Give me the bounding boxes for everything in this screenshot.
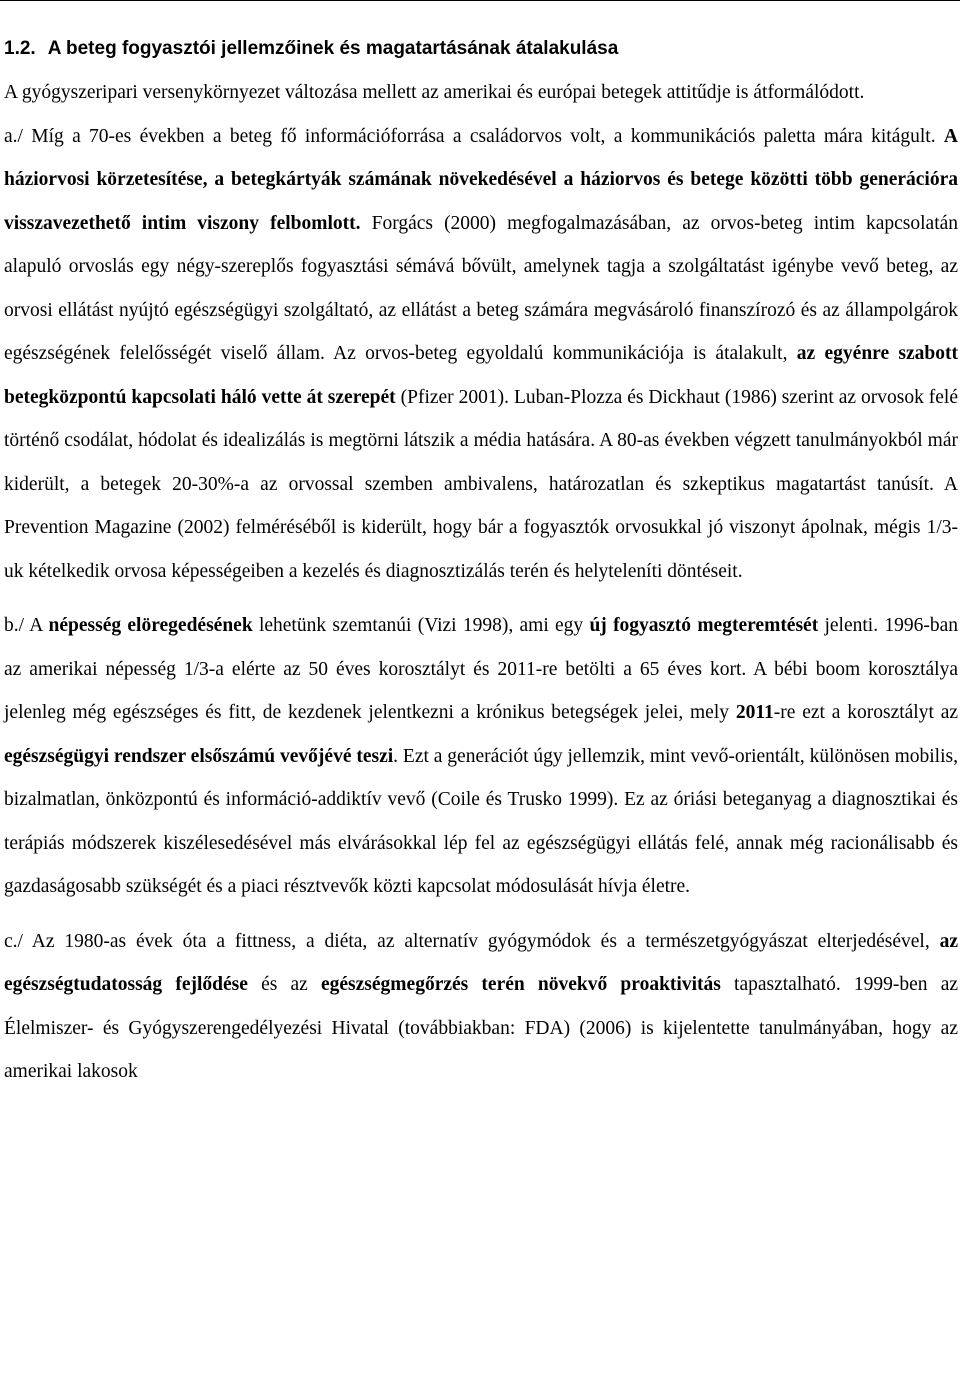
paragraph-c-text-2: és az	[261, 974, 308, 995]
paragraph-a-text-1: a./ Míg a 70-es években a beteg fő információforrása a családorvos volt, a kommunikációs paletta mára kitágult.	[4, 125, 936, 147]
paragraph-c-text-3: tapasztalható. 1999-ben az Élelmiszer- és Gyógyszerengedélyezési Hivatal (továbbiakban: FDA) (2006) is kijelentette tanulmányában, hogy az amerikai lakosok	[4, 974, 959, 1082]
top-rule	[0, 0, 960, 1]
paragraph-a-emphasis-1: A háziorvosi körzetesítése, a betegkártyák számának növekedésével a háziorvos és betege közötti több generációra visszavezethető intim viszony felbomlott.	[4, 125, 958, 234]
paragraph-b-text-4: -re ezt a korosztályt az	[773, 702, 959, 723]
paragraph-c-text-1: c./ Az 1980-as évek óta a fittness, a diéta, az alternatív gyógymódok és a természetgyógyászat elterjedésével,	[4, 930, 930, 952]
paragraph-c-emphasis-1: az egészségtudatosság fejlődése	[4, 930, 959, 995]
document-page	[4, 37, 958, 1094]
paragraph-b-emphasis-2: új fogyasztó megteremtését	[589, 615, 819, 636]
section-heading	[4, 37, 958, 61]
paragraph-c	[4, 920, 958, 1094]
paragraph-b	[4, 604, 958, 909]
paragraph-a	[4, 115, 958, 594]
paragraph-b-text-2: lehetünk szemtanúi (Vizi 1998), ami egy	[258, 615, 584, 636]
paragraph-a-text-3: (Pfizer 2001). Luban-Plozza és Dickhaut (1986) szerint az orvosok felé történő csodálat, hódolat és idealizálás is megtörni látszik a média hatására. A 80-as években végzett tanulmányokból már kiderült, a betegek 20-30%-a az orvossal szemben ambivalens, határozatlan és szkeptikus magatartást tanúsít. A Prevention Magazine (2002) felméréséből is kiderült, hogy bár a fogyasztók orvosukkal jó viszonyt ápolnak, mégis 1/3-uk kételkedik orvosa képességeiben a kezelés és diagnosztizálás terén és helyteleníti döntéseit.	[4, 386, 959, 582]
intro-paragraph: A gyógyszeripari versenykörnyezet változása mellett az amerikai és európai betegek attitűdje is átformálódott.	[4, 82, 865, 103]
paragraph-b-text-5: . Ezt a generációt úgy jellemzik, mint vevő-orientált, különösen mobilis, bizalmatlan, önközpontú és információ-addiktív vevő (Coile és Trusko 1999). Ez az óriási beteganyag a diagnosztikai és terápiás módszerek kiszélesedésével más elvárásokkal lép fel az egészségügyi ellátás felé, annak még racionálisabb és gazdaságosabb szükségét és a piaci résztvevők közti kapcsolat módosulását hívja életre.	[4, 745, 958, 897]
paragraph-b-emphasis-4: egészségügyi rendszer elsőszámú vevőjévé teszi	[4, 745, 394, 767]
section-title: A beteg fogyasztói jellemzőinek és magatartásának átalakulása	[47, 38, 619, 59]
paragraph-b-text-1: b./ A	[4, 615, 43, 636]
paragraph-b-emphasis-1: népesség elöregedésének	[48, 615, 253, 636]
paragraph-c-emphasis-2: egészségmegőrzés terén növekvő proaktivitás	[321, 974, 721, 995]
paragraph-b-text-3: jelenti. 1996-ban az amerikai népesség 1/3-a elérte az 50 éves korosztályt és 2011-re betölti a 65 éves kort. A bébi boom korosztálya jelenleg még egészséges és fitt, de kezdenek jelentkezni a krónikus betegségek jelei, mely	[4, 615, 959, 723]
section-number: 1.2.	[4, 38, 36, 59]
paragraph-b-emphasis-3: 2011	[735, 702, 774, 723]
paragraph-a-emphasis-2: az egyénre szabott betegközpontú kapcsolati háló vette át szerepét	[4, 343, 959, 408]
paragraph-a-text-2: Forgács (2000) megfogalmazásában, az orvos-beteg intim kapcsolatán alapuló orvoslás egy négy-szereplős fogyasztási sémává bővült, amelynek tagja a szolgáltatást igénybe vevő beteg, az orvosi ellátást nyújtó egészségügyi szolgáltató, az ellátást a beteg számára megvásároló finanszírozó és az állampolgárok egészségének felelősségét viselő állam. Az orvos-beteg egyoldalú kommunikációja is átalakult,	[4, 212, 959, 364]
